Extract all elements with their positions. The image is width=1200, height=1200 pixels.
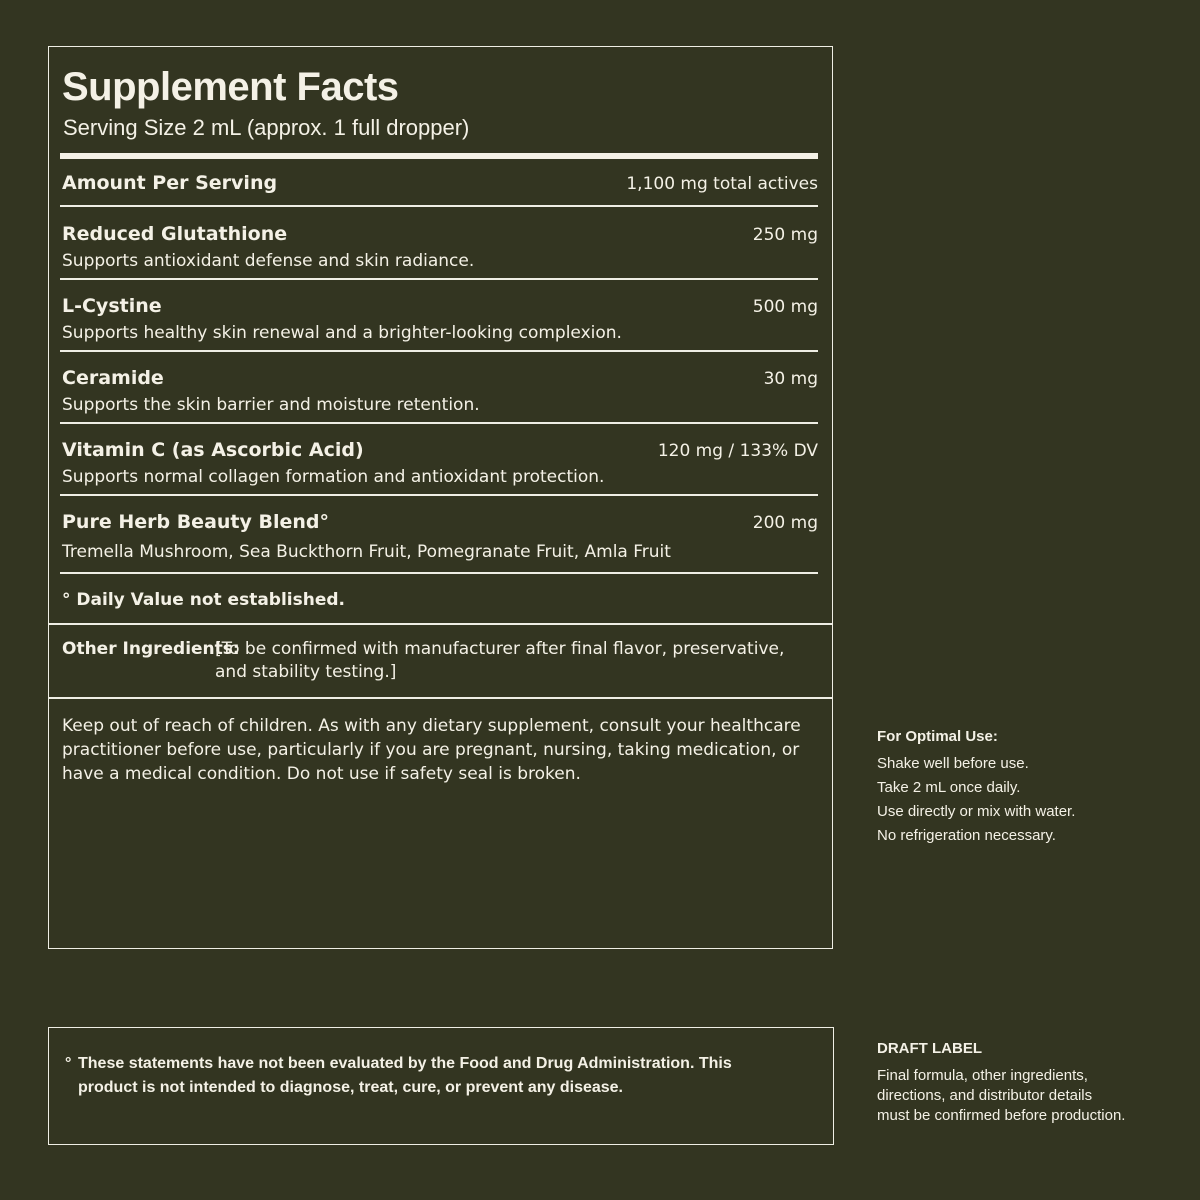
divider (60, 205, 818, 207)
other-ingredients-label: Other Ingredients: (62, 639, 240, 659)
ingredient-description: Supports antioxidant defense and skin radiance. (62, 251, 475, 271)
ingredient-description: Supports the skin barrier and moisture retention. (62, 395, 480, 415)
supplement-facts-panel (48, 46, 833, 949)
disclaimer-text: These statements have not been evaluated by the Food and Drug Administration. This product is not intended to diagnose, treat, cure, or prevent any disease. (78, 1055, 732, 1096)
usage-line: Shake well before use. (877, 755, 1029, 772)
divider (60, 572, 818, 574)
ingredient-amount: 250 mg (752, 225, 818, 245)
serving-size: Serving Size 2 mL (approx. 1 full dropper) (63, 115, 470, 140)
ingredient-amount: 120 mg / 133% DV (657, 441, 818, 461)
amount-per-serving-label: Amount Per Serving (62, 172, 278, 194)
usage-list (877, 752, 1157, 848)
divider (60, 350, 818, 352)
daily-value-note: ° Daily Value not established. (62, 590, 346, 610)
usage-heading: For Optimal Use: (877, 728, 998, 745)
facts-title: Supplement Facts (62, 65, 399, 109)
ingredient-amount: 500 mg (752, 297, 818, 317)
ingredient-name: Pure Herb Beauty Blend° (62, 511, 330, 533)
section-divider (49, 623, 832, 625)
disclaimer-mark: ° (65, 1055, 72, 1072)
usage-line: Use directly or mix with water. (877, 803, 1076, 820)
ingredient-name: Ceramide (62, 367, 164, 389)
ingredient-amount: 30 mg (763, 369, 818, 389)
warning-text: Keep out of reach of children. As with any dietary supplement, consult your healthcare practitioner before use, particularly if you are pregnant, nursing, taking medication, or have a medical condition. Do not use if safety seal is broken. (62, 716, 801, 784)
other-ingredients-text: [To be confirmed with manufacturer after final flavor, preservative, and stability testing.] (215, 639, 785, 682)
draft-label-note (877, 1038, 1157, 1126)
draft-text: Final formula, other ingredients, directions, and distributor details must be confirmed before production. (877, 1067, 1126, 1124)
ingredient-name: Reduced Glutathione (62, 223, 288, 245)
usage-line: Take 2 mL once daily. (877, 779, 1021, 796)
draft-heading: DRAFT LABEL (877, 1040, 982, 1057)
amount-per-serving-value: 1,100 mg total actives (626, 174, 818, 194)
fda-disclaimer-panel (48, 1027, 834, 1145)
thick-divider (60, 153, 818, 159)
ingredient-amount: 200 mg (752, 513, 818, 533)
usage-instructions (877, 726, 1157, 848)
ingredient-name: L-Cystine (62, 295, 162, 317)
divider (60, 494, 818, 496)
section-divider (49, 697, 832, 699)
ingredient-name: Vitamin C (as Ascorbic Acid) (62, 439, 364, 461)
divider (60, 278, 818, 280)
ingredient-description: Supports normal collagen formation and antioxidant protection. (62, 467, 605, 487)
ingredient-description: Tremella Mushroom, Sea Buckthorn Fruit, Pomegranate Fruit, Amla Fruit (62, 542, 671, 562)
usage-line: No refrigeration necessary. (877, 827, 1056, 844)
divider (60, 422, 818, 424)
ingredient-description: Supports healthy skin renewal and a brighter-looking complexion. (62, 323, 622, 343)
